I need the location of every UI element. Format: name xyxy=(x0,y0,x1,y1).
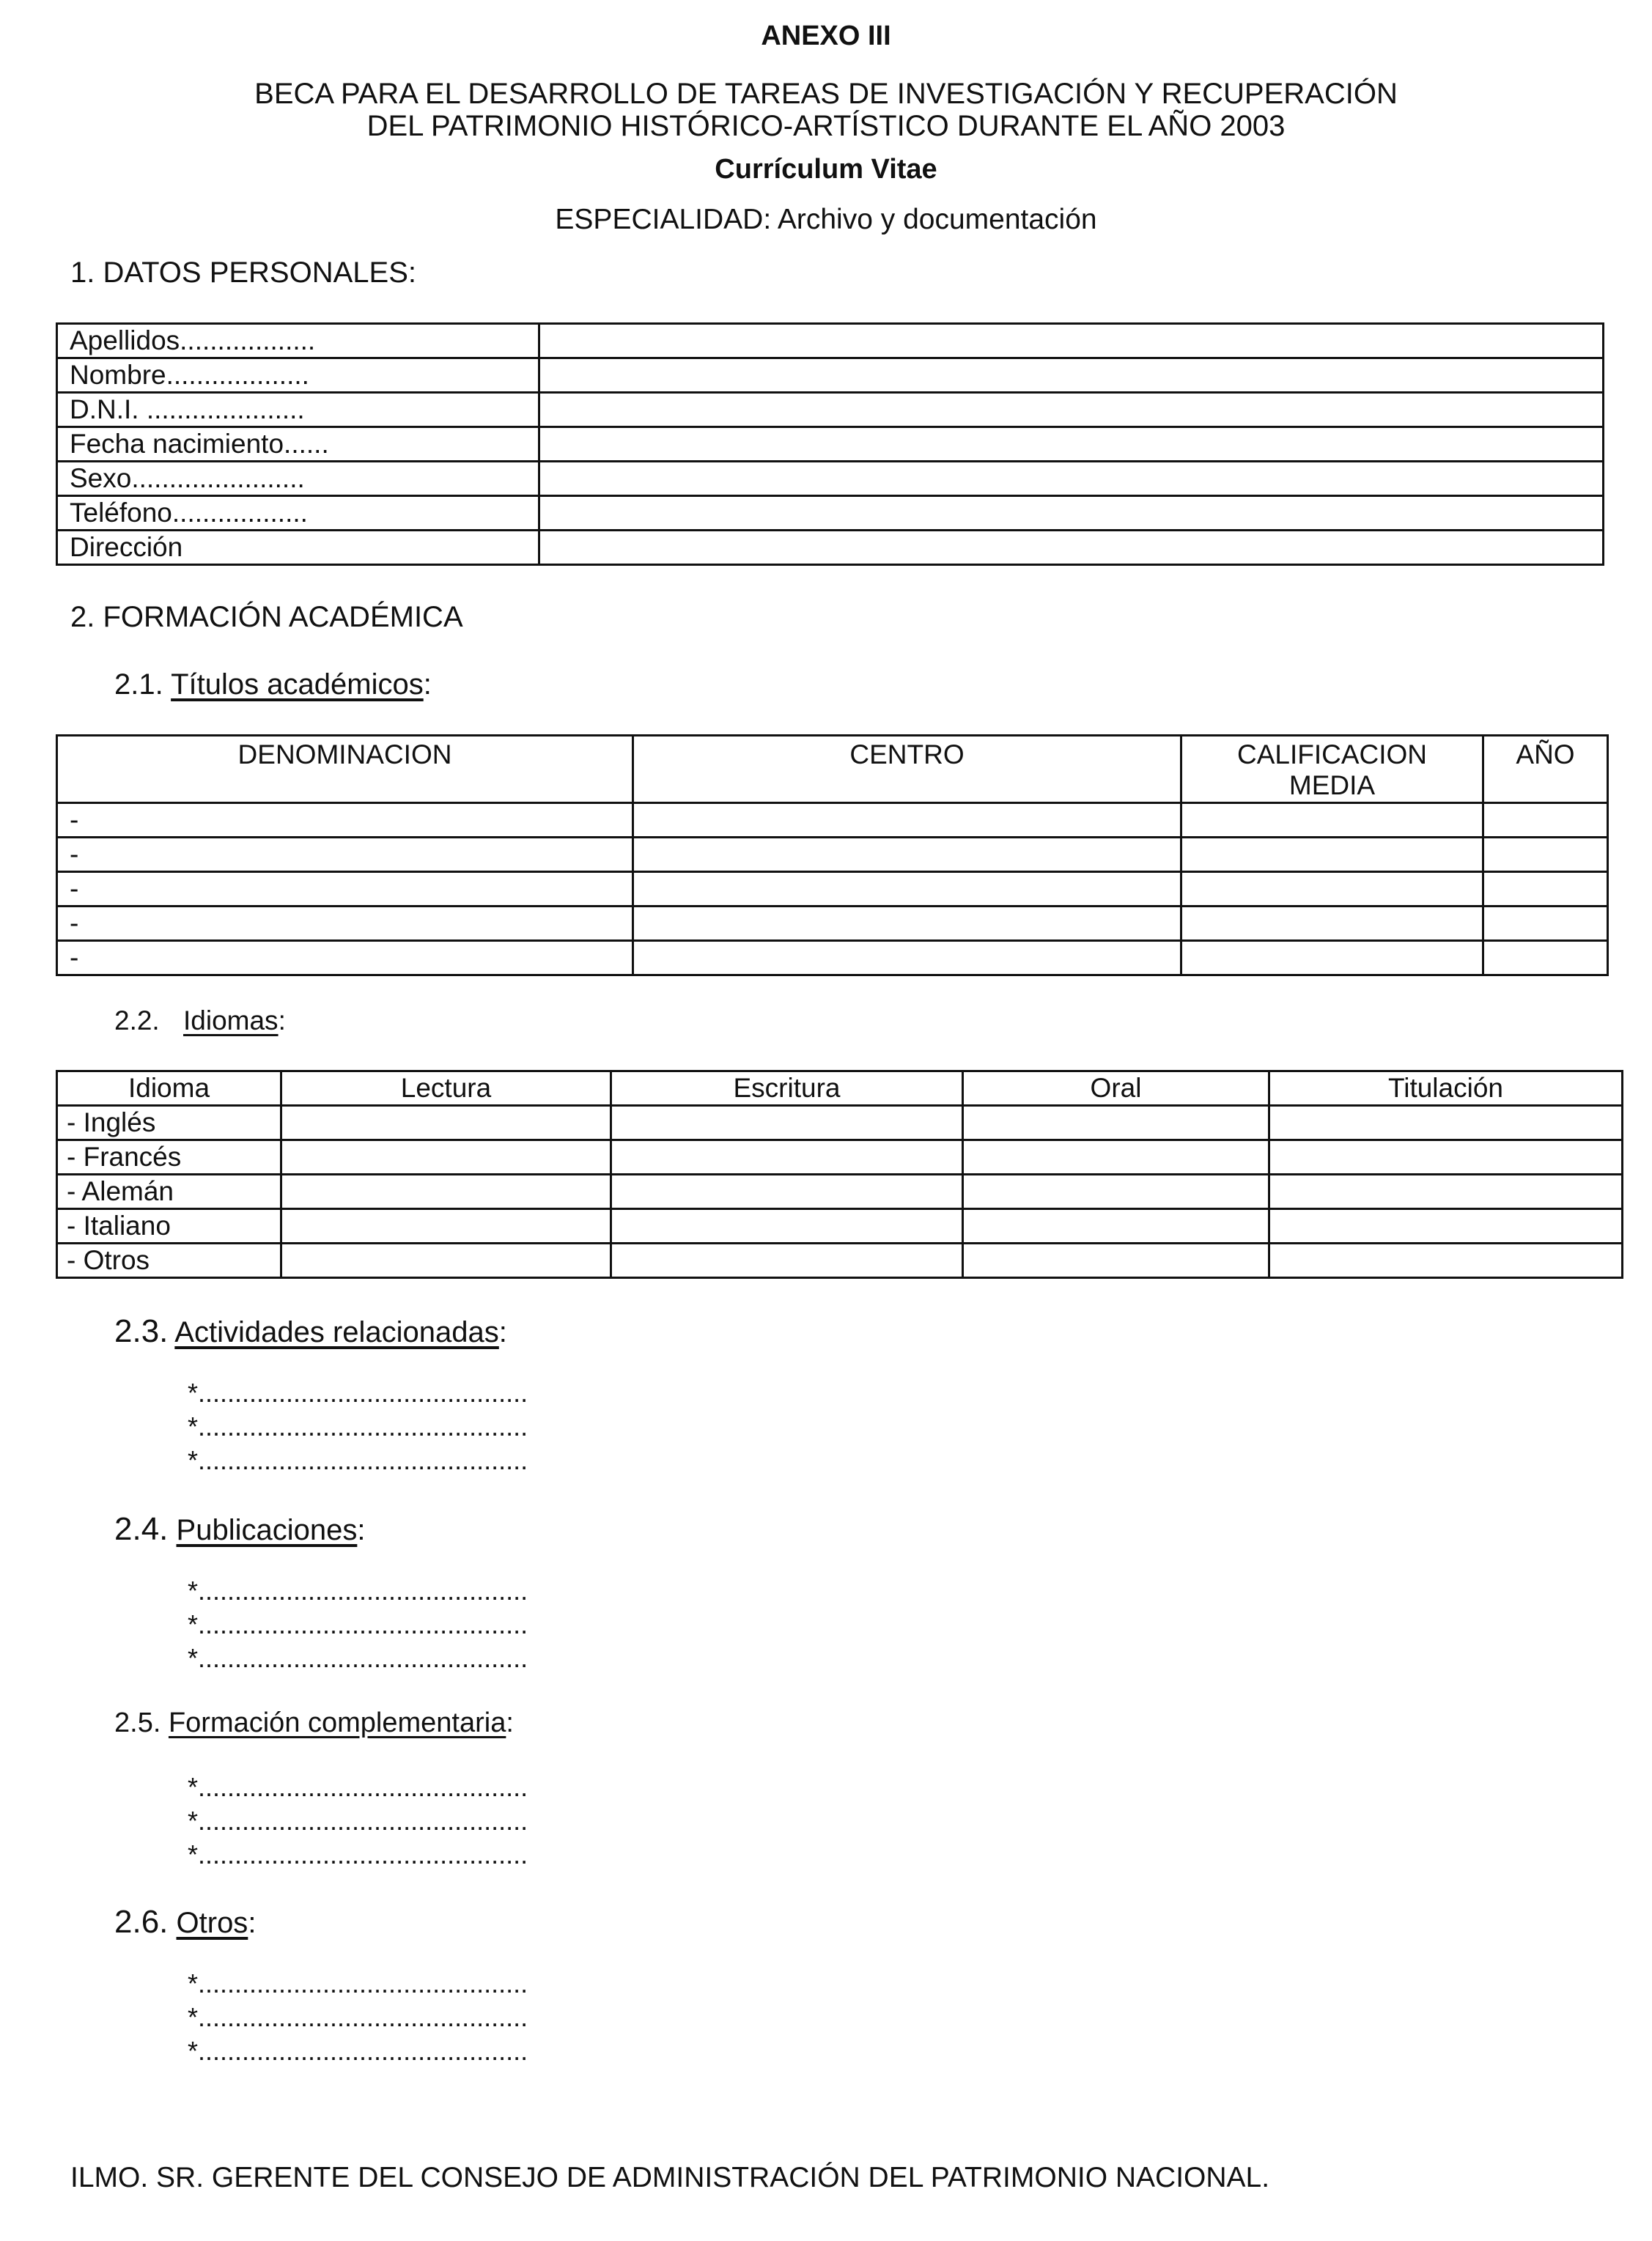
language-name: - Inglés xyxy=(57,1106,281,1140)
column-header: Escritura xyxy=(611,1071,963,1106)
table-cell[interactable] xyxy=(1269,1140,1623,1175)
dotted-entry-line[interactable]: *............................................. xyxy=(188,2036,528,2066)
subsection-titulos xyxy=(114,668,432,701)
column-header: Oral xyxy=(963,1071,1269,1106)
personal-field-value[interactable] xyxy=(539,324,1604,358)
table-cell[interactable] xyxy=(1269,1106,1623,1140)
column-header: Idioma xyxy=(57,1071,281,1106)
personal-field-value[interactable] xyxy=(539,531,1604,565)
personal-field-value[interactable] xyxy=(539,358,1604,393)
column-header: CALIFICACION MEDIA xyxy=(1181,736,1483,803)
cv-title: Currículum Vitae xyxy=(715,154,937,185)
subsection-suffix: : xyxy=(357,1514,366,1546)
table-cell[interactable] xyxy=(281,1175,611,1209)
table-cell[interactable] xyxy=(611,1140,963,1175)
column-header: AÑO xyxy=(1483,736,1608,803)
personal-field-label: Nombre................... xyxy=(57,358,539,393)
table-row xyxy=(57,1244,1623,1278)
table-cell[interactable] xyxy=(1181,941,1483,975)
subsection-suffix: : xyxy=(423,668,432,701)
personal-field-value[interactable] xyxy=(539,462,1604,496)
subsection-otros xyxy=(114,1904,256,1941)
document-subtitle xyxy=(0,78,1652,142)
table-cell[interactable] xyxy=(1181,838,1483,872)
language-name: - Francés xyxy=(57,1140,281,1175)
personal-field-label: D.N.I. ..................... xyxy=(57,393,539,427)
subsection-label: Actividades relacionadas xyxy=(174,1316,499,1348)
table-cell[interactable] xyxy=(963,1175,1269,1209)
language-name: - Italiano xyxy=(57,1209,281,1244)
table-cell[interactable] xyxy=(963,1140,1269,1175)
column-header: Lectura xyxy=(281,1071,611,1106)
subsection-label: Formación complementaria xyxy=(168,1707,506,1738)
row-marker: - xyxy=(57,803,633,838)
subsection-suffix: : xyxy=(506,1707,514,1738)
table-cell[interactable] xyxy=(611,1244,963,1278)
table-cell[interactable] xyxy=(611,1209,963,1244)
table-cell[interactable] xyxy=(1269,1244,1623,1278)
section-personal-data-heading: 1. DATOS PERSONALES: xyxy=(70,256,417,289)
dotted-entry-line[interactable]: *............................................. xyxy=(188,1576,528,1606)
personal-field-label: Teléfono.................. xyxy=(57,496,539,531)
annex-title: ANEXO III xyxy=(761,21,891,51)
row-marker: - xyxy=(57,838,633,872)
section-academic-heading: 2. FORMACIÓN ACADÉMICA xyxy=(70,601,463,633)
table-row xyxy=(57,1140,1623,1175)
personal-field-value[interactable] xyxy=(539,496,1604,531)
table-cell[interactable] xyxy=(281,1140,611,1175)
table-cell[interactable] xyxy=(633,838,1181,872)
idiomas-table xyxy=(56,1070,1623,1279)
dotted-entry-line[interactable]: *............................................. xyxy=(188,1609,528,1639)
dotted-entry-line[interactable]: *............................................. xyxy=(188,1445,528,1475)
subtitle-line-1: BECA PARA EL DESARROLLO DE TAREAS DE INVESTIGACIÓN Y RECUPERACIÓN xyxy=(254,78,1398,110)
subsection-number: 2.3. xyxy=(114,1313,169,1349)
dotted-entry-line[interactable]: *............................................. xyxy=(188,1839,528,1869)
table-cell[interactable] xyxy=(1181,907,1483,941)
addressee-footer: ILMO. SR. GERENTE DEL CONSEJO DE ADMINISTRACIÓN DEL PATRIMONIO NACIONAL. xyxy=(70,2162,1270,2193)
subsection-number: 2.2. xyxy=(114,1005,160,1035)
table-row xyxy=(57,941,1608,975)
subsection-formacion xyxy=(114,1707,514,1739)
table-cell[interactable] xyxy=(281,1209,611,1244)
subsection-number: 2.1. xyxy=(114,668,163,701)
personal-field-label: Dirección xyxy=(57,531,539,565)
table-row xyxy=(57,872,1608,907)
personal-field-label: Apellidos.................. xyxy=(57,324,539,358)
subsection-label: Publicaciones xyxy=(176,1514,358,1546)
table-cell[interactable] xyxy=(1483,803,1608,838)
dotted-entry-line[interactable]: *............................................. xyxy=(188,1411,528,1441)
table-cell[interactable] xyxy=(1269,1209,1623,1244)
table-cell[interactable] xyxy=(633,907,1181,941)
table-row xyxy=(57,1106,1623,1140)
table-row xyxy=(57,838,1608,872)
column-header: DENOMINACION xyxy=(57,736,633,803)
table-row xyxy=(57,907,1608,941)
personal-field-label: Fecha nacimiento...... xyxy=(57,427,539,462)
language-name: - Alemán xyxy=(57,1175,281,1209)
table-cell[interactable] xyxy=(1483,907,1608,941)
personal-data-table xyxy=(56,322,1604,566)
table-cell[interactable] xyxy=(1483,838,1608,872)
personal-field-label: Sexo....................... xyxy=(57,462,539,496)
subsection-suffix: : xyxy=(278,1005,286,1035)
subsection-number: 2.6. xyxy=(114,1904,169,1940)
column-header: CENTRO xyxy=(633,736,1181,803)
table-cell[interactable] xyxy=(633,941,1181,975)
dotted-entry-line[interactable]: *............................................. xyxy=(188,1378,528,1408)
table-row xyxy=(57,1209,1623,1244)
table-cell[interactable] xyxy=(1483,872,1608,907)
table-cell[interactable] xyxy=(1181,803,1483,838)
table-cell[interactable] xyxy=(963,1106,1269,1140)
row-marker: - xyxy=(57,907,633,941)
subsection-actividades xyxy=(114,1313,507,1350)
subsection-label: Otros xyxy=(176,1907,248,1939)
subsection-number: 2.5. xyxy=(114,1707,161,1738)
table-cell[interactable] xyxy=(1181,872,1483,907)
table-cell[interactable] xyxy=(963,1209,1269,1244)
row-marker: - xyxy=(57,941,633,975)
table-row xyxy=(57,803,1608,838)
subtitle-line-2: DEL PATRIMONIO HISTÓRICO-ARTÍSTICO DURANTE EL AÑO 2003 xyxy=(366,110,1286,142)
table-cell[interactable] xyxy=(611,1106,963,1140)
subsection-suffix: : xyxy=(248,1907,257,1939)
personal-field-value[interactable] xyxy=(539,427,1604,462)
dotted-entry-line[interactable]: *............................................. xyxy=(188,2002,528,2032)
subsection-idiomas xyxy=(114,1005,286,1036)
table-cell[interactable] xyxy=(1269,1175,1623,1209)
personal-field-value[interactable] xyxy=(539,393,1604,427)
titulos-table xyxy=(56,734,1609,976)
dotted-entry-line[interactable]: *............................................. xyxy=(188,1772,528,1802)
column-header: Titulación xyxy=(1269,1071,1623,1106)
table-cell[interactable] xyxy=(633,803,1181,838)
table-cell[interactable] xyxy=(633,872,1181,907)
subsection-label: Títulos académicos xyxy=(171,668,424,701)
dotted-entry-line[interactable]: *............................................. xyxy=(188,1968,528,1998)
table-row xyxy=(57,1175,1623,1209)
table-cell[interactable] xyxy=(281,1244,611,1278)
table-cell[interactable] xyxy=(281,1106,611,1140)
subsection-suffix: : xyxy=(498,1316,507,1348)
subsection-label: Idiomas xyxy=(183,1005,279,1035)
specialty-line: ESPECIALIDAD: Archivo y documentación xyxy=(555,204,1097,235)
table-cell[interactable] xyxy=(963,1244,1269,1278)
dotted-entry-line[interactable]: *............................................. xyxy=(188,1806,528,1836)
table-cell[interactable] xyxy=(611,1175,963,1209)
subsection-publicaciones xyxy=(114,1511,365,1548)
language-name: - Otros xyxy=(57,1244,281,1278)
table-cell[interactable] xyxy=(1483,941,1608,975)
subsection-number: 2.4. xyxy=(114,1511,169,1547)
row-marker: - xyxy=(57,872,633,907)
dotted-entry-line[interactable]: *............................................. xyxy=(188,1643,528,1673)
